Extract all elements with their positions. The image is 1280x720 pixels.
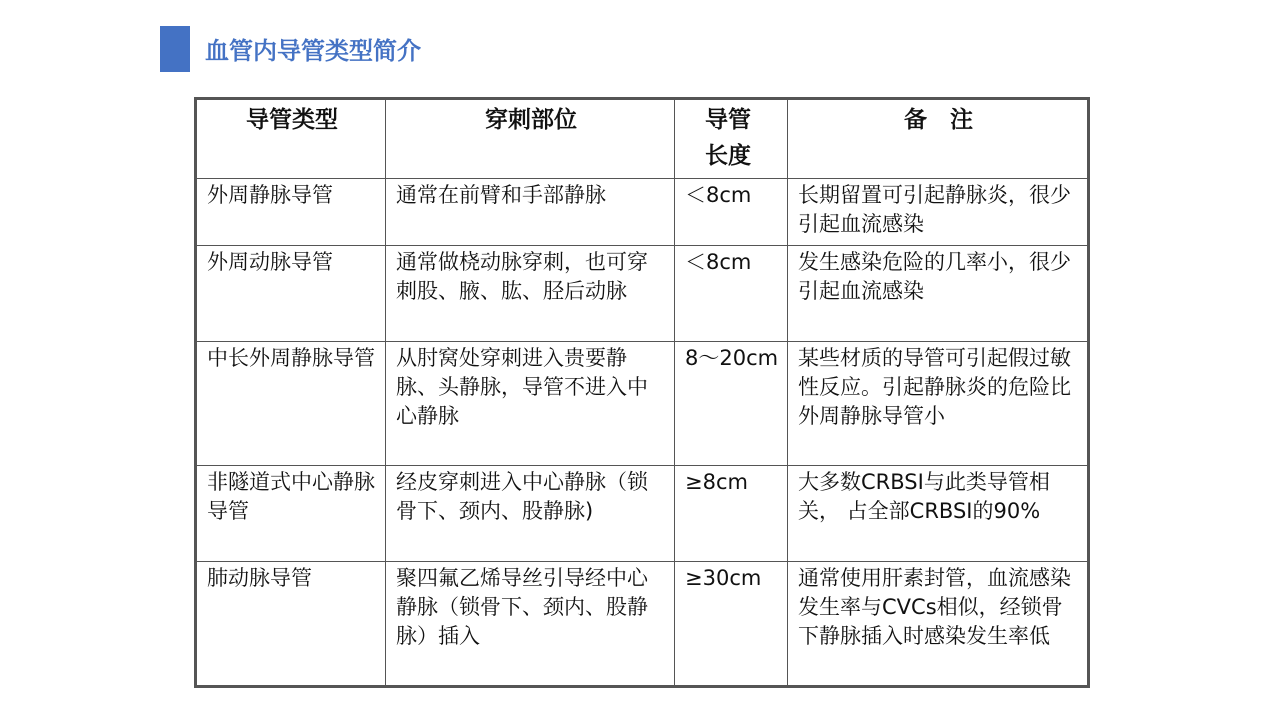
- table-row: [196, 246, 1089, 342]
- table-row: [196, 342, 1089, 466]
- cell-catheter-type: 肺动脉导管: [196, 562, 386, 687]
- cell-note: 发生感染危险的几率小，很少引起血流感染: [788, 246, 1089, 342]
- cell-puncture-site: 通常在前臂和手部静脉: [386, 179, 675, 246]
- page-title: 血管内导管类型简介: [205, 37, 421, 65]
- cell-puncture-site: 从肘窝处穿刺进入贵要静脉、头静脉，导管不进入中心静脉: [386, 342, 675, 466]
- cell-note: 大多数CRBSI与此类导管相关， 占全部CRBSI的90%: [788, 466, 1089, 562]
- cell-catheter-type: 外周静脉导管: [196, 179, 386, 246]
- cell-catheter-type: 中长外周静脉导管: [196, 342, 386, 466]
- cell-catheter-length: ＜8cm: [675, 246, 788, 342]
- header-catheter-length: 导管 长度: [675, 99, 788, 179]
- table-header-row: [196, 99, 1089, 179]
- cell-puncture-site: 经皮穿刺进入中心静脉（锁骨下、颈内、股静脉): [386, 466, 675, 562]
- cell-catheter-type: 非隧道式中心静脉导管: [196, 466, 386, 562]
- table-row: [196, 466, 1089, 562]
- cell-note: 通常使用肝素封管，血流感染发生率与CVCs相似，经锁骨下静脉插入时感染发生率低: [788, 562, 1089, 687]
- cell-catheter-type: 外周动脉导管: [196, 246, 386, 342]
- table-row: [196, 179, 1089, 246]
- cell-note: 长期留置可引起静脉炎，很少引起血流感染: [788, 179, 1089, 246]
- cell-note: 某些材质的导管可引起假过敏性反应。引起静脉炎的危险比外周静脉导管小: [788, 342, 1089, 466]
- table-row: [196, 562, 1089, 687]
- catheter-types-table: [194, 97, 1090, 688]
- cell-catheter-length: ≥30cm: [675, 562, 788, 687]
- cell-puncture-site: 聚四氟乙烯导丝引导经中心静脉（锁骨下、颈内、股静脉）插入: [386, 562, 675, 687]
- header-note: 备 注: [788, 99, 1089, 179]
- cell-catheter-length: 8～20cm: [675, 342, 788, 466]
- cell-catheter-length: ＜8cm: [675, 179, 788, 246]
- header-puncture-site: 穿刺部位: [386, 99, 675, 179]
- cell-catheter-length: ≥8cm: [675, 466, 788, 562]
- header-catheter-type: 导管类型: [196, 99, 386, 179]
- title-accent-bar: [160, 26, 190, 72]
- cell-puncture-site: 通常做桡动脉穿刺，也可穿刺股、腋、肱、胫后动脉: [386, 246, 675, 342]
